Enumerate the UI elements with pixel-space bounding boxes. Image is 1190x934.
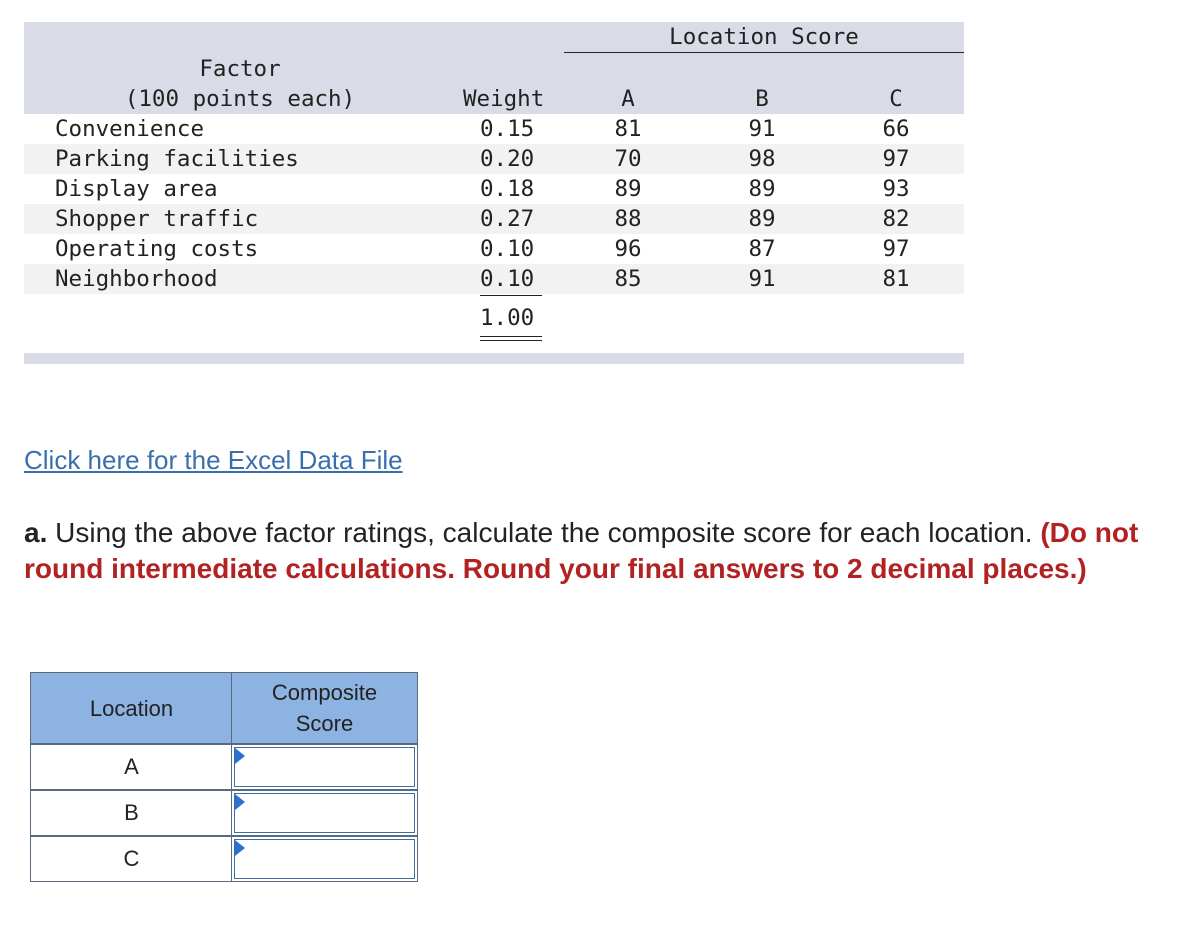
score-a: 89 [614,176,642,202]
table-row [24,114,964,144]
score-c: 93 [882,176,910,202]
score-b: 87 [748,236,776,262]
factor-weight: 0.27 [480,206,535,232]
location-label: C [123,846,140,871]
table-row [24,144,964,174]
score-c: 97 [882,236,910,262]
factor-weight: 0.20 [480,146,535,172]
factor-header-line2: (100 points each) [124,86,356,112]
location-column-header [30,672,233,744]
factor-name: Operating costs [55,236,259,262]
composite-score-cell [231,790,418,836]
input-marker-icon [235,840,245,856]
composite-score-cell [231,836,418,882]
table-row [24,264,964,294]
score-a: 96 [614,236,642,262]
location-score-header: Location Score [669,24,859,50]
location-c-header: C [889,86,903,112]
factor-weight: 0.15 [480,116,535,142]
weight-total: 1.00 [480,305,535,331]
location-score-rule [564,52,964,53]
input-marker-icon [235,794,245,810]
location-b-header: B [755,86,769,112]
location-label: A [124,754,139,779]
table-row [24,234,964,264]
factor-rating-table [24,22,964,364]
score-a: 85 [614,266,642,292]
score-a: 81 [614,116,642,142]
factor-weight: 0.10 [480,266,535,292]
excel-data-file-link[interactable]: Click here for the Excel Data File [24,445,403,475]
score-b: 98 [748,146,776,172]
factor-weight: 0.10 [480,236,535,262]
location-cell [30,790,233,836]
score-c: 97 [882,146,910,172]
score-b: 89 [748,206,776,232]
location-cell [30,836,233,882]
location-a-header: A [621,86,635,112]
score-b: 91 [748,116,776,142]
score-a: 70 [614,146,642,172]
factor-name: Shopper traffic [55,206,259,232]
composite-score-column-header [231,672,418,744]
score-c: 81 [882,266,910,292]
score-b: 89 [748,176,776,202]
composite-score-cell [231,744,418,790]
location-header-label: Location [89,695,174,721]
question-text [24,515,1174,587]
question-body: Using the above factor ratings, calculate the composite score for each location. [47,517,1041,548]
factor-name: Parking facilities [55,146,299,172]
table-row [24,174,964,204]
score-c: 82 [882,206,910,232]
factor-name: Display area [55,176,218,202]
score-b: 91 [748,266,776,292]
score-a: 88 [614,206,642,232]
table-row [24,204,964,234]
weight-header: Weight [463,86,545,112]
factor-name: Convenience [55,116,205,142]
weight-total-double-rule [480,336,542,341]
weight-sum-rule [480,295,542,296]
location-label: B [124,800,139,825]
score-c: 66 [882,116,910,142]
factor-header-line1: Factor [199,56,281,82]
location-cell [30,744,233,790]
composite-score-input-a[interactable] [234,747,415,787]
composite-score-input-b[interactable] [234,793,415,833]
composite-score-header-label: Composite Score [271,680,378,736]
question-prefix: a. [24,517,48,548]
table-footer-band [24,353,964,364]
input-marker-icon [235,748,245,764]
composite-score-input-c[interactable] [234,839,415,879]
factor-weight: 0.18 [480,176,535,202]
factor-name: Neighborhood [55,266,218,292]
rounding-instruction: (Do not round intermediate calculations. Round your final answers to 2 decimal places.) [24,517,1139,584]
